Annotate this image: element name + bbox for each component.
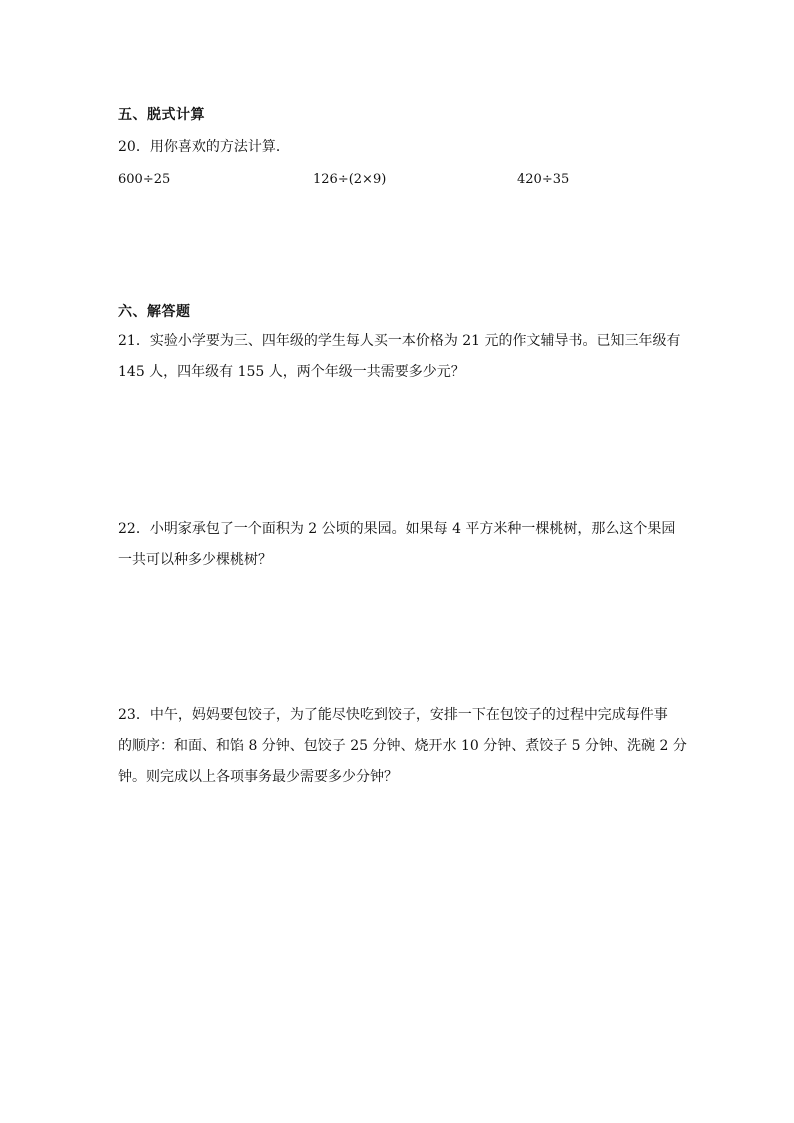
question-21-line-2: 145 人，四年级有 155 人，两个年级一共需要多少元？ — [118, 364, 465, 380]
question-23-line-3: 钟。则完成以上各项事务最少需要多少分钟？ — [118, 769, 398, 785]
question-23 — [118, 700, 687, 793]
question-22-line-2: 一共可以种多少棵桃树？ — [118, 552, 272, 568]
expression-3: 420÷35 — [517, 172, 570, 187]
expression-1: 600÷25 — [118, 172, 171, 187]
question-23-line-2: 的顺序：和面、和馅 8 分钟、包饺子 25 分钟、烧开水 10 分钟、煮饺子 5 分钟、洗碗 2 分 — [118, 738, 687, 754]
question-22 — [118, 514, 678, 576]
question-22-line-1: 22．小明家承包了一个面积为 2 公顷的果园。如果每 4 平方米种一棵桃树，那么这个果园 — [118, 521, 676, 537]
question-23-line-1: 23．中午，妈妈要包饺子，为了能尽快吃到饺子，安排一下在包饺子的过程中完成每件事 — [118, 707, 668, 723]
question-20-stem: 20．用你喜欢的方法计算． — [118, 139, 290, 155]
section-5-title: 五、脱式计算 — [118, 107, 205, 123]
section-6-title: 六、解答题 — [118, 304, 191, 320]
expression-2: 126÷(2×9) — [313, 172, 387, 187]
question-21 — [118, 326, 681, 388]
question-21-line-1: 21．实验小学要为三、四年级的学生每人买一本价格为 21 元的作文辅导书。已知三年级有 — [118, 333, 681, 349]
